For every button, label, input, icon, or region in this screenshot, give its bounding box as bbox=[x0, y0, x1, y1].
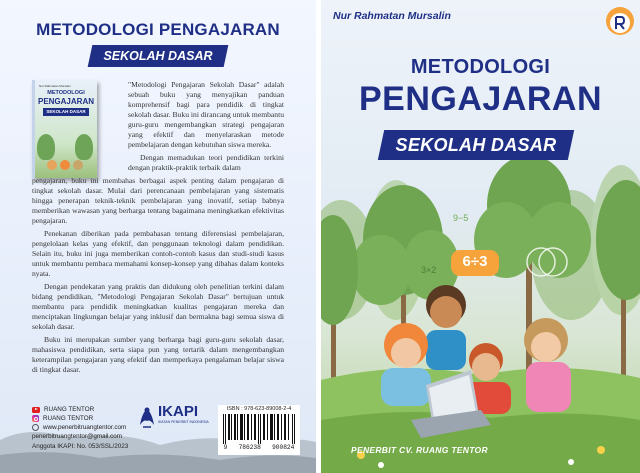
instagram-icon bbox=[32, 415, 39, 422]
back-subtitle-banner bbox=[88, 45, 229, 67]
website-row bbox=[32, 423, 128, 432]
barcode-bars bbox=[223, 414, 295, 444]
barcode-digit-group: 786238 bbox=[238, 444, 261, 451]
ikapi-bird-icon bbox=[138, 405, 156, 429]
blurb-paragraph: Dengan pendekatan yang praktis dan didukung oleh penelitian terkini dalam bidang pendidikan, "Metodologi Pengajaran Sekolah Dasar" bertujuan untuk membantu para pendidik meningkatkan kualitas pengajaran mereka dan menciptakan lingkungan belajar yang inklusif dan bermakna bagi semua siswa di sekolah dasar. bbox=[32, 282, 284, 332]
math-bubble-3: 3×2 bbox=[421, 265, 437, 275]
math-bubble-2: 9−5 bbox=[453, 213, 469, 223]
blurb-paragraph: pengajaran, buku ini membahas berbagai aspek penting dalam pengajaran di tingkat sekolah dasar. Mulai dari perencanaan pembelajaran yang sistematis hingga penerapan teknik-teknik pembelajaran yang inovatif, setiap babnya memberikan wawasan yang berharga tentang bagaimana meningkatkan efektivitas pengajaran. bbox=[32, 176, 284, 226]
blurb-wrapped-block bbox=[128, 80, 284, 173]
mini-cover-title-3: SEKOLAH DASAR bbox=[43, 108, 89, 116]
globe-icon bbox=[32, 424, 39, 431]
ikapi-sub: IKATAN PENERBIT INDONESIA bbox=[158, 420, 209, 424]
publisher-logo-icon bbox=[604, 5, 636, 37]
ikapi-logo bbox=[138, 403, 210, 435]
barcode-digit-group: 9 bbox=[223, 444, 228, 451]
back-cover bbox=[0, 0, 316, 473]
back-title: METODOLOGI PENGAJARAN bbox=[36, 20, 280, 39]
isbn-barcode bbox=[218, 405, 300, 455]
barcode-digit-group: 900824 bbox=[272, 444, 295, 451]
youtube-handle: RUANG TENTOR bbox=[44, 406, 95, 413]
publisher-contacts bbox=[32, 405, 128, 451]
front-cover bbox=[321, 0, 640, 473]
ikapi-name: IKAPI bbox=[158, 403, 199, 420]
blurb-paragraph: Penekanan diberikan pada pembahasan tentang diferensiasi pembelajaran, pengelolaan kelas yang efektif, dan penggunaan teknologi dalam pendidikan. Selain itu, buku ini juga memberikan contoh-contoh kasus dan studi-studi kasus untuk membantu pembaca memahami konsep-konsep yang dibahas dalam konteks nyata. bbox=[32, 229, 284, 279]
youtube-icon bbox=[32, 407, 40, 413]
isbn-text: ISBN : 978-623-89008-2-4 bbox=[226, 406, 292, 412]
mini-cover-title-2: PENGAJARAN bbox=[37, 97, 94, 106]
blurb-paragraph: Buku ini merupakan sumber yang berharga bagi guru-guru sekolah dasar, mahasiswa pendidikan, serta siapa pun yang tertarik dalam mengembangkan keterampilan pengajaran yang efektif dan memperkaya pengalaman belajar siswa di tingkat dasar. bbox=[32, 335, 284, 375]
back-subtitle: SEKOLAH DASAR bbox=[103, 49, 213, 63]
blurb-paragraph: "Metodologi Pengajaran Sekolah Dasar" adalah sebuah buku yang menyajikan panduan komprehensif bagi para pendidik di tingkat sekolah dasar. Buku ini dirancang untuk membantu guru-guru mengembangkan strategi pengajaran yang efektif dan menyelaraskan metode pembelajaran dengan kebutuhan siswa mereka. bbox=[128, 80, 284, 150]
ikapi-member-text: Anggota IKAPI: No. 053/SSL/2023 bbox=[32, 442, 129, 450]
blurb-paragraph: Dengan memadukan teori pendidikan terkini dengan praktik-praktik terbaik dalam bbox=[128, 153, 284, 173]
author-name: Nur Rahmatan Mursalin bbox=[333, 10, 451, 22]
back-blurb bbox=[32, 80, 284, 378]
youtube-row bbox=[32, 405, 128, 414]
email-text: penerbitruangtentor@gmail.com bbox=[32, 433, 123, 441]
mini-cover-title-1: METODOLOGI bbox=[47, 90, 85, 96]
instagram-handle: RUANG TENTOR bbox=[43, 415, 94, 423]
publisher-name: PENERBIT CV. RUANG TENTOR bbox=[351, 445, 488, 455]
barcode-digits bbox=[218, 444, 300, 451]
mini-cover-author: Nur Rahmatan Mursalin bbox=[39, 84, 71, 88]
instagram-row bbox=[32, 414, 128, 423]
front-title-line2: PENGAJARAN bbox=[358, 80, 603, 118]
front-subtitle: SEKOLAH DASAR bbox=[395, 135, 557, 155]
front-title-line1: METODOLOGI bbox=[410, 56, 551, 78]
front-subtitle-banner bbox=[378, 130, 574, 160]
math-bubble-1: 6÷3 bbox=[462, 253, 488, 270]
website-url: www.penerbitruangtentor.com bbox=[43, 424, 127, 432]
